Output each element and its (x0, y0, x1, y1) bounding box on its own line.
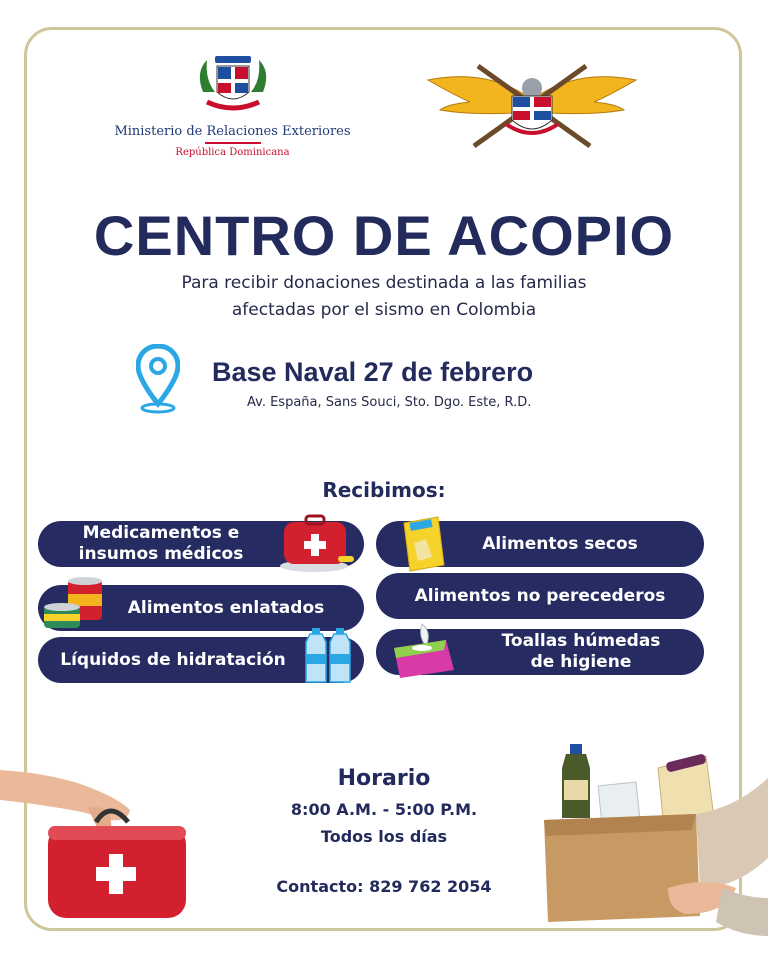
item-wet-wipes-line1: Toallas húmedas (501, 631, 661, 651)
hand-first-aid-kit-icon (0, 760, 200, 930)
item-medicines-line2: insumos médicos (78, 544, 244, 564)
first-aid-kit-icon (278, 514, 356, 576)
subtitle-line-2: afectadas por el sismo en Colombia (231, 300, 537, 320)
item-non-perishable-label: Alimentos no perecederos (414, 585, 666, 606)
ministry-name: Ministerio de Relaciones Exteriores (114, 124, 351, 139)
location-name: Base Naval 27 de febrero (212, 357, 534, 387)
schedule-days: Todos los días (320, 827, 448, 846)
wet-wipes-icon (388, 622, 460, 684)
ministry-divider (205, 142, 261, 144)
ministry-logo (110, 52, 355, 167)
contact-phone: Contacto: 829 762 2054 (276, 877, 492, 896)
donation-box-icon (536, 738, 768, 938)
water-bottles-icon (302, 628, 356, 686)
receive-heading: Recibimos: (322, 478, 446, 502)
item-canned-food-label: Alimentos enlatados (127, 597, 325, 618)
navy-emblem-icon (426, 58, 638, 154)
item-dry-food-label: Alimentos secos (482, 533, 638, 554)
item-medicines-line1: Medicamentos e (82, 523, 240, 543)
location-address: Av. España, Sans Souci, Sto. Dgo. Este, R.D. (247, 395, 532, 410)
schedule-hours: 8:00 A.M. - 5:00 P.M. (290, 800, 478, 819)
ministry-country: República Dominicana (175, 147, 290, 158)
pasta-box-icon (398, 513, 448, 575)
item-hydration-label: Líquidos de hidratación (60, 649, 286, 670)
item-non-perishable (376, 573, 704, 619)
location-pin-icon (136, 344, 180, 416)
coat-of-arms-icon (193, 52, 273, 118)
item-wet-wipes-line2: de higiene (530, 652, 632, 672)
subtitle (0, 270, 768, 324)
schedule-heading: Horario (337, 766, 431, 791)
page-title: CENTRO DE ACOPIO (93, 204, 675, 267)
canned-food-icon (42, 576, 106, 632)
subtitle-line-1: Para recibir donaciones destinada a las familias (181, 273, 587, 293)
